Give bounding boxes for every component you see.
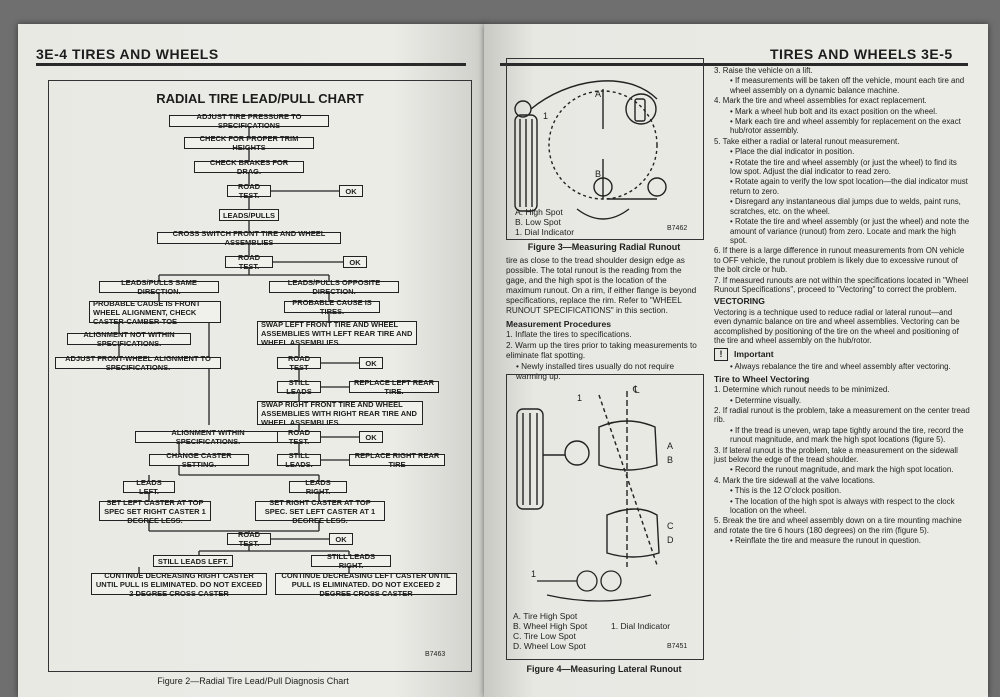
left-column-text	[506, 256, 702, 383]
flow-leads-left: LEADS LEFT.	[123, 481, 175, 493]
figure-3-frame	[506, 58, 704, 240]
flow-ok-1: OK	[339, 185, 363, 197]
flow-probable-front: PROBABLE CAUSE IS FRONT WHEEL ALIGNMENT, CHECK CASTER-CAMBER-TOE	[89, 301, 221, 323]
legend-high-spot: A. High Spot	[515, 207, 563, 217]
flow-road-test-5: ROAD TEST.	[227, 533, 271, 545]
flow-still-leads-left: STILL LEADS LEFT.	[153, 555, 233, 567]
important-label: Important	[734, 349, 774, 360]
flow-ok-4: OK	[359, 431, 383, 443]
legend-dial-indicator: 1. Dial Indicator	[515, 227, 575, 237]
flow-check-trim: CHECK FOR PROPER TRIM HEIGHTS	[184, 137, 314, 149]
vector-step-4: 4. Mark the tire sidewall at the valve locations.	[714, 475, 875, 485]
flow-ok-3: OK	[359, 357, 383, 369]
measurement-step-1: 1. Inflate the tires to specifications.	[506, 330, 632, 339]
vector-step-3-bullet: • Record the runout magnitude, and mark the high spot location.	[730, 465, 954, 475]
label-a: A	[595, 89, 602, 99]
figure-4-frame	[506, 374, 704, 660]
label-c: C	[667, 521, 674, 531]
figure-3-code: B7462	[667, 225, 688, 232]
chart-title: RADIAL TIRE LEAD/PULL CHART	[156, 91, 364, 106]
legend-tire-low: C. Tire Low Spot	[513, 631, 576, 641]
label-d: D	[667, 535, 674, 545]
label-1-top: 1	[577, 393, 583, 403]
step-4: 4. Mark the tire and wheel assemblies for exact replacement.	[714, 96, 927, 106]
flow-swap-right: SWAP RIGHT FRONT TIRE AND WHEEL ASSEMBLIES WITH RIGHT REAR TIRE AND WHEEL ASSEMBLIES.	[257, 401, 423, 425]
step-5-bullet-c: • Rotate again to verify the low spot location—the dial indicator must return to zero.	[730, 177, 968, 196]
right-page	[484, 24, 988, 697]
label-1: 1	[543, 111, 549, 121]
left-page	[18, 24, 486, 697]
vector-step-1: 1. Determine which runout needs to be minimized.	[714, 385, 890, 395]
step-3-bullet: • If measurements will be taken off the vehicle, mount each tire and wheel assembly on a dynamic balance machine.	[730, 76, 965, 95]
label-1-bottom: 1	[531, 569, 537, 579]
figure-code: B7463	[425, 651, 446, 658]
centerline-mark: ℄	[633, 385, 640, 396]
flow-check-brakes: CHECK BRAKES FOR DRAG.	[194, 161, 304, 173]
vector-step-4-bullet-b: • The location of the high spot is always with respect to the clock location on the wheel.	[730, 496, 955, 516]
vector-step-2-bullet: • If the tread is uneven, wrap tape tightly around the tire, record the runout magnitude, and mark the high spot locations (figure 5).	[730, 425, 964, 445]
flow-replace-right: REPLACE RIGHT REAR TIRE	[349, 454, 445, 466]
figure-3-legend	[515, 207, 574, 237]
step-4-bullet-b: • Mark each tire and wheel assembly for replacement on the exact hub/rotor assembly.	[730, 117, 961, 136]
vector-step-5-bullet: • Reinflate the tire and measure the runout in question.	[730, 536, 921, 546]
flow-set-right-caster: SET RIGHT CASTER AT TOP SPEC. SET LEFT CASTER AT 1 DEGREE LESS.	[255, 501, 385, 521]
step-5-bullet-a: • Place the dial indicator in position.	[730, 147, 855, 157]
flow-not-within: ALIGNMENT NOT WITHIN SPECIFICATIONS.	[67, 333, 191, 345]
flow-swap-left: SWAP LEFT FRONT TIRE AND WHEEL ASSEMBLIES WITH LEFT REAR TIRE AND WHEEL ASSEMBLIES.	[257, 321, 417, 345]
lateral-runout-illustration	[507, 375, 703, 575]
left-page-header: 3E-4 TIRES AND WHEELS	[36, 46, 219, 62]
legend-wheel-low: D. Wheel Low Spot	[513, 641, 586, 651]
legend-wheel-high: B. Wheel High Spot	[513, 621, 588, 631]
flow-leads-right: LEADS RIGHT.	[289, 481, 347, 493]
vector-step-4-bullet-a: • This is the 12 O'clock position.	[730, 486, 842, 496]
figure-caption: Figure 2—Radial Tire Lead/Pull Diagnosis Chart	[157, 676, 349, 686]
vectoring-heading: VECTORING	[714, 296, 765, 307]
step-5-bullet-e: • Rotate the tire and wheel assembly (or just the wheel) and note the amount of variance (runout) from zero. Locate and mark the high spot.	[730, 217, 970, 245]
flow-leads-pulls: LEADS/PULLS	[219, 209, 279, 221]
figure-4-dial-legend: 1. Dial Indicator	[611, 621, 671, 631]
dial-indicators-illustration	[527, 567, 677, 607]
flow-set-left-caster: SET LEFT CASTER AT TOP SPEC SET RIGHT CASTER 1 DEGREE LESS.	[99, 501, 211, 521]
flow-road-test-2: ROAD TEST.	[225, 256, 273, 268]
important-icon: !	[714, 348, 728, 361]
figure-4-caption: Figure 4—Measuring Lateral Runout	[526, 664, 682, 674]
vector-step-1-bullet: • Determine visually.	[730, 395, 802, 405]
step-3: 3. Raise the vehicle on a lift.	[714, 66, 813, 75]
flow-opposite-direction: LEADS/PULLS OPPOSITE DIRECTION.	[269, 281, 399, 293]
radial-runout-illustration	[507, 59, 703, 225]
runout-paragraph: tire as close to the tread shoulder design edge as possible. The total runout is the reading from the gage, and the high spot is the location of the maximum runout. On a rim, if either flange is beyond specifications, replace the rim. Refer to "WHEEL RUNOUT SPECIFICATIONS" in this section.	[506, 256, 697, 315]
step-5: 5. Take either a radial or lateral runout measurement.	[714, 136, 900, 146]
flow-still-leads-2: STILL LEADS.	[277, 454, 321, 466]
flow-ok-5: OK	[329, 533, 353, 545]
figure-4-legend	[513, 611, 587, 651]
flow-continue-right: CONTINUE DECREASING RIGHT CASTER UNTIL PULL IS ELIMINATED. DO NOT EXCEED 2 DEGREE CROSS CASTER	[91, 573, 267, 595]
measurement-step-2: 2. Warm up the tires prior to taking measurements to eliminate flat spotting.	[506, 341, 697, 360]
figure-4-code: B7451	[667, 643, 688, 650]
vector-step-2: 2. If radial runout is the problem, take a measurement on the center tread rib.	[714, 406, 970, 425]
flowchart-frame	[48, 80, 472, 672]
step-7: 7. If measured runouts are not within the specifications located in "Wheel Runout Specifications", proceed to "Vectoring" to correct the problem.	[714, 275, 969, 294]
step-4-bullet-a: • Mark a wheel hub bolt and its exact position on the wheel.	[730, 106, 938, 116]
legend-low-spot: B. Low Spot	[515, 217, 561, 227]
flow-within: ALIGNMENT WITHIN SPECIFICATIONS.	[135, 431, 281, 443]
right-page-header: TIRES AND WHEELS 3E-5	[770, 46, 953, 62]
important-bullet: • Always rebalance the tire and wheel assembly after vectoring.	[730, 362, 951, 372]
step-5-bullet-d: • Disregard any instantaneous dial jumps due to welds, paint runs, scratches, etc. on the wheel.	[730, 197, 961, 216]
flow-road-test-3: ROAD TEST	[277, 357, 321, 369]
flow-ok-2: OK	[343, 256, 367, 268]
label-a: A	[667, 441, 674, 451]
flow-change-caster: CHANGE CASTER SETTING.	[149, 454, 249, 466]
right-column-text	[714, 66, 970, 547]
figure-3-caption: Figure 3—Measuring Radial Runout	[527, 242, 681, 252]
flow-adjust-front: ADJUST FRONT-WHEEL ALIGNMENT TO SPECIFICATIONS.	[55, 357, 221, 369]
label-b: B	[667, 455, 674, 465]
flow-road-test-4: ROAD TEST.	[277, 431, 321, 443]
vector-step-3: 3. If lateral runout is the problem, take a measurement on the sidewall just below the edge of the tread shoulder.	[714, 445, 958, 465]
important-note	[714, 348, 970, 361]
legend-tire-high: A. Tire High Spot	[513, 611, 578, 621]
label-b: B	[595, 169, 602, 179]
flow-probable-tires: PROBABLE CAUSE IS TIRES.	[284, 301, 380, 313]
flow-same-direction: LEADS/PULLS SAME DIRECTION.	[99, 281, 219, 293]
tire-wheel-vectoring-heading: Tire to Wheel Vectoring	[714, 373, 810, 384]
measurement-heading: Measurement Procedures	[506, 319, 612, 329]
flow-cross-switch: CROSS SWITCH FRONT TIRE AND WHEEL ASSEMBLIES	[157, 232, 341, 244]
flow-continue-left: CONTINUE DECREASING LEFT CASTER UNTIL PULL IS ELIMINATED. DO NOT EXCEED 2 DEGREE CROSS CASTER	[275, 573, 457, 595]
flow-replace-left: REPLACE LEFT REAR TIRE.	[349, 381, 439, 393]
flow-road-test-1: ROAD TEST.	[227, 185, 271, 197]
flow-adjust-pressure: ADJUST TIRE PRESSURE TO SPECIFICATIONS	[169, 115, 329, 127]
vectoring-paragraph: Vectoring is a technique used to reduce radial or lateral runout—and even dynamic balance on tire and wheel assemblies. Vectoring can be accomplished by positioning of the tire on the wheel and positioning of the tire and wheel assembly on the hub/rotor.	[714, 307, 960, 345]
flow-still-leads-1: STILL LEADS	[277, 381, 321, 393]
step-6: 6. If there is a large difference in runout measurements from ON vehicle to OFF vehicle, the runout problem is likely due to excessive runout of the bolt circle or hub.	[714, 246, 965, 275]
manual-spread	[18, 24, 988, 697]
flow-still-leads-right: STILL LEADS RIGHT.	[311, 555, 391, 567]
vector-step-5: 5. Break the tire and wheel assembly down on a tire mounting machine and rotate the tire 6 hours (180 degrees) on the rim (figure 5).	[714, 516, 962, 535]
step-5-bullet-b: • Rotate the tire and wheel assembly (or just the wheel) to find its low spot. Adjust the dial indicator to read zero.	[730, 157, 957, 177]
measurement-bullet: • Newly installed tires usually do not require warming up.	[516, 362, 675, 381]
header-rule	[36, 63, 466, 66]
